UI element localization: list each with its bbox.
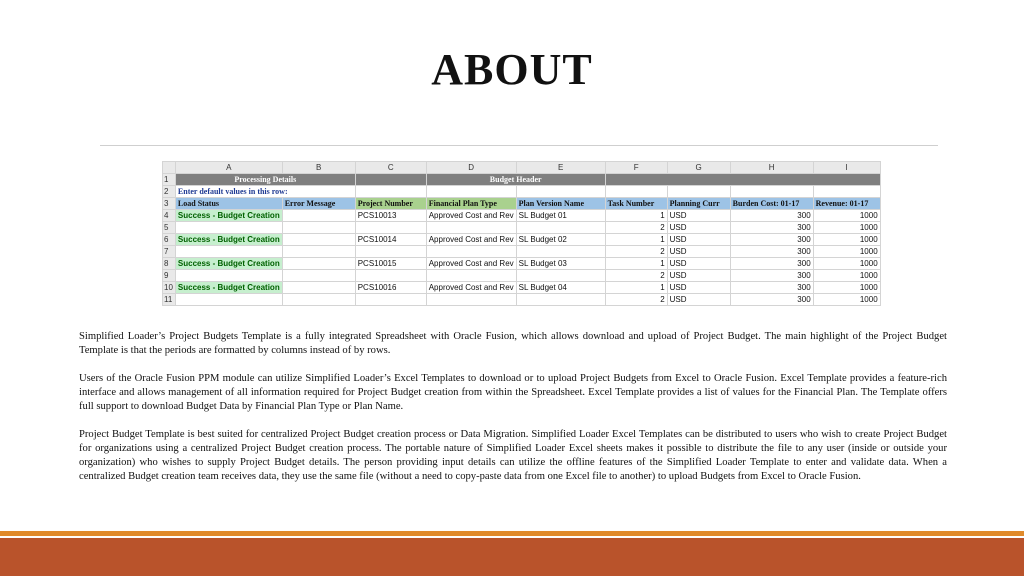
row-number: 8: [163, 258, 176, 270]
task-number-cell: 1: [605, 282, 667, 294]
plan-version-cell: [516, 294, 605, 306]
column-header: Burden Cost: 01-17: [730, 198, 813, 210]
load-status-cell: [175, 270, 282, 282]
table-row: [163, 186, 881, 198]
budget-template-grid: [162, 161, 881, 306]
burden-cost-cell: 300: [730, 222, 813, 234]
page-title: ABOUT: [431, 45, 593, 94]
table-row: [163, 234, 881, 246]
column-header: Financial Plan Type: [426, 198, 516, 210]
column-letter-B: B: [282, 162, 355, 174]
table-row: [163, 258, 881, 270]
plan-type-cell: Approved Cost and Rev: [426, 282, 516, 294]
task-number-cell: 1: [605, 258, 667, 270]
task-number-cell: 1: [605, 210, 667, 222]
revenue-cell: 1000: [813, 210, 880, 222]
error-message-cell: [282, 258, 355, 270]
column-letter-F: F: [605, 162, 667, 174]
empty-cell: [813, 186, 880, 198]
error-message-cell: [282, 282, 355, 294]
empty-cell: [730, 186, 813, 198]
corner-cell: [163, 162, 176, 174]
currency-cell: USD: [667, 234, 730, 246]
column-header: Load Status: [175, 198, 282, 210]
table-row: [163, 174, 881, 186]
table-row: [163, 210, 881, 222]
error-message-cell: [282, 234, 355, 246]
task-number-cell: 2: [605, 270, 667, 282]
load-status-cell: [175, 294, 282, 306]
revenue-cell: 1000: [813, 294, 880, 306]
burden-cost-cell: 300: [730, 258, 813, 270]
project-number-cell: PCS10016: [355, 282, 426, 294]
task-number-cell: 2: [605, 246, 667, 258]
load-status-cell: Success - Budget Creation: [175, 258, 282, 270]
empty-cell: [516, 186, 605, 198]
task-number-cell: 2: [605, 294, 667, 306]
row-number: 10: [163, 282, 176, 294]
load-status-cell: Success - Budget Creation: [175, 282, 282, 294]
table-row: [163, 294, 881, 306]
burden-cost-cell: 300: [730, 282, 813, 294]
project-number-cell: [355, 270, 426, 282]
burden-cost-cell: 300: [730, 270, 813, 282]
burden-cost-cell: 300: [730, 234, 813, 246]
load-status-cell: Success - Budget Creation: [175, 210, 282, 222]
column-letter-E: E: [516, 162, 605, 174]
revenue-cell: 1000: [813, 246, 880, 258]
description: [79, 330, 947, 498]
burden-cost-cell: 300: [730, 294, 813, 306]
plan-version-cell: [516, 270, 605, 282]
row-number: 6: [163, 234, 176, 246]
currency-cell: USD: [667, 246, 730, 258]
plan-type-cell: [426, 294, 516, 306]
table-row: [163, 270, 881, 282]
table-row: [163, 222, 881, 234]
footer-bar: [0, 538, 1024, 576]
instruction-cell: Enter default values in this row:: [175, 186, 355, 198]
spreadsheet-screenshot: [162, 161, 881, 306]
error-message-cell: [282, 210, 355, 222]
column-letter-H: H: [730, 162, 813, 174]
paragraph-centralized: Project Budget Template is best suited for centralized Project Budget creation process or Data Migration. Simplified Loader Excel Templates can be distributed to users who wish to create Project Budget for organizations using a centralized Project Budget creation process. The portable nature of Simplified Loader Excel sheets makes it possible to distribute the file to any user (inside or outside your organization) who wishes to supply Project Budget details. The person providing input details can utilize the offline features of the Simplified Loader Template to enter and validate data. When a centralized Budget creation team receives data, they use the same file (without a need to copy-paste data from one Excel file to another) to upload Budgets from Excel to Oracle Fusion.: [79, 429, 947, 482]
row-number: 2: [163, 186, 176, 198]
plan-version-cell: [516, 246, 605, 258]
plan-type-cell: [426, 246, 516, 258]
project-number-cell: [355, 294, 426, 306]
paragraph-intro: Simplified Loader’s Project Budgets Template is a fully integrated Spreadsheet with Oracle Fusion, which allows download and upload of Project Budget. The main highlight of the Project Budget Template is that the periods are formatted by columns instead of by rows.: [79, 331, 947, 356]
table-row: [163, 282, 881, 294]
row-number: 9: [163, 270, 176, 282]
empty-cell: [355, 186, 426, 198]
revenue-cell: 1000: [813, 258, 880, 270]
plan-version-cell: SL Budget 03: [516, 258, 605, 270]
plan-type-cell: [426, 222, 516, 234]
plan-type-cell: [426, 270, 516, 282]
currency-cell: USD: [667, 210, 730, 222]
error-message-cell: [282, 294, 355, 306]
row-number: 5: [163, 222, 176, 234]
column-header: Planning Curr: [667, 198, 730, 210]
revenue-cell: 1000: [813, 234, 880, 246]
plan-version-cell: [516, 222, 605, 234]
row-number: 7: [163, 246, 176, 258]
column-letter-G: G: [667, 162, 730, 174]
paragraph-users: Users of the Oracle Fusion PPM module can utilize Simplified Loader’s Excel Templates to download or to upload Project Budgets from Excel to Oracle Fusion. Excel Template provides a feature-rich interface and allows management of all information required for Project Budget creation from within the Spreadsheet. Excel Template provides a list of values for the Financial Plan. The Template offers full support to download Budget Data by Financial Plan Type or Plan Name.: [79, 373, 947, 412]
title-divider: [100, 145, 938, 146]
plan-type-cell: Approved Cost and Rev: [426, 210, 516, 222]
revenue-cell: 1000: [813, 270, 880, 282]
burden-cost-cell: 300: [730, 210, 813, 222]
plan-type-cell: Approved Cost and Rev: [426, 234, 516, 246]
currency-cell: USD: [667, 282, 730, 294]
load-status-cell: [175, 246, 282, 258]
project-number-cell: PCS10014: [355, 234, 426, 246]
row-number: 3: [163, 198, 176, 210]
currency-cell: USD: [667, 294, 730, 306]
section-budget-header: Budget Header: [426, 174, 605, 186]
burden-cost-cell: 300: [730, 246, 813, 258]
plan-version-cell: SL Budget 01: [516, 210, 605, 222]
section-processing-details: Processing Details: [175, 174, 355, 186]
section-blank: [355, 174, 426, 186]
project-number-cell: PCS10015: [355, 258, 426, 270]
plan-version-cell: SL Budget 02: [516, 234, 605, 246]
error-message-cell: [282, 246, 355, 258]
footer-accent-line: [0, 531, 1024, 536]
column-header: Project Number: [355, 198, 426, 210]
table-row: [163, 246, 881, 258]
empty-cell: [667, 186, 730, 198]
task-number-cell: 1: [605, 234, 667, 246]
plan-type-cell: Approved Cost and Rev: [426, 258, 516, 270]
currency-cell: USD: [667, 222, 730, 234]
column-letter-A: A: [175, 162, 282, 174]
column-letter-C: C: [355, 162, 426, 174]
project-number-cell: [355, 222, 426, 234]
column-header: Error Message: [282, 198, 355, 210]
column-header: Task Number: [605, 198, 667, 210]
column-header: Plan Version Name: [516, 198, 605, 210]
plan-version-cell: SL Budget 04: [516, 282, 605, 294]
empty-cell: [426, 186, 516, 198]
load-status-cell: Success - Budget Creation: [175, 234, 282, 246]
project-number-cell: PCS10013: [355, 210, 426, 222]
revenue-cell: 1000: [813, 282, 880, 294]
row-number: 4: [163, 210, 176, 222]
task-number-cell: 2: [605, 222, 667, 234]
column-header-row: [163, 162, 881, 174]
error-message-cell: [282, 270, 355, 282]
row-number: 1: [163, 174, 176, 186]
row-number: 11: [163, 294, 176, 306]
currency-cell: USD: [667, 270, 730, 282]
load-status-cell: [175, 222, 282, 234]
error-message-cell: [282, 222, 355, 234]
column-header: Revenue: 01-17: [813, 198, 880, 210]
currency-cell: USD: [667, 258, 730, 270]
revenue-cell: 1000: [813, 222, 880, 234]
project-number-cell: [355, 246, 426, 258]
header-row: [163, 198, 881, 210]
section-blank: [605, 174, 880, 186]
column-letter-D: D: [426, 162, 516, 174]
empty-cell: [605, 186, 667, 198]
column-letter-I: I: [813, 162, 880, 174]
